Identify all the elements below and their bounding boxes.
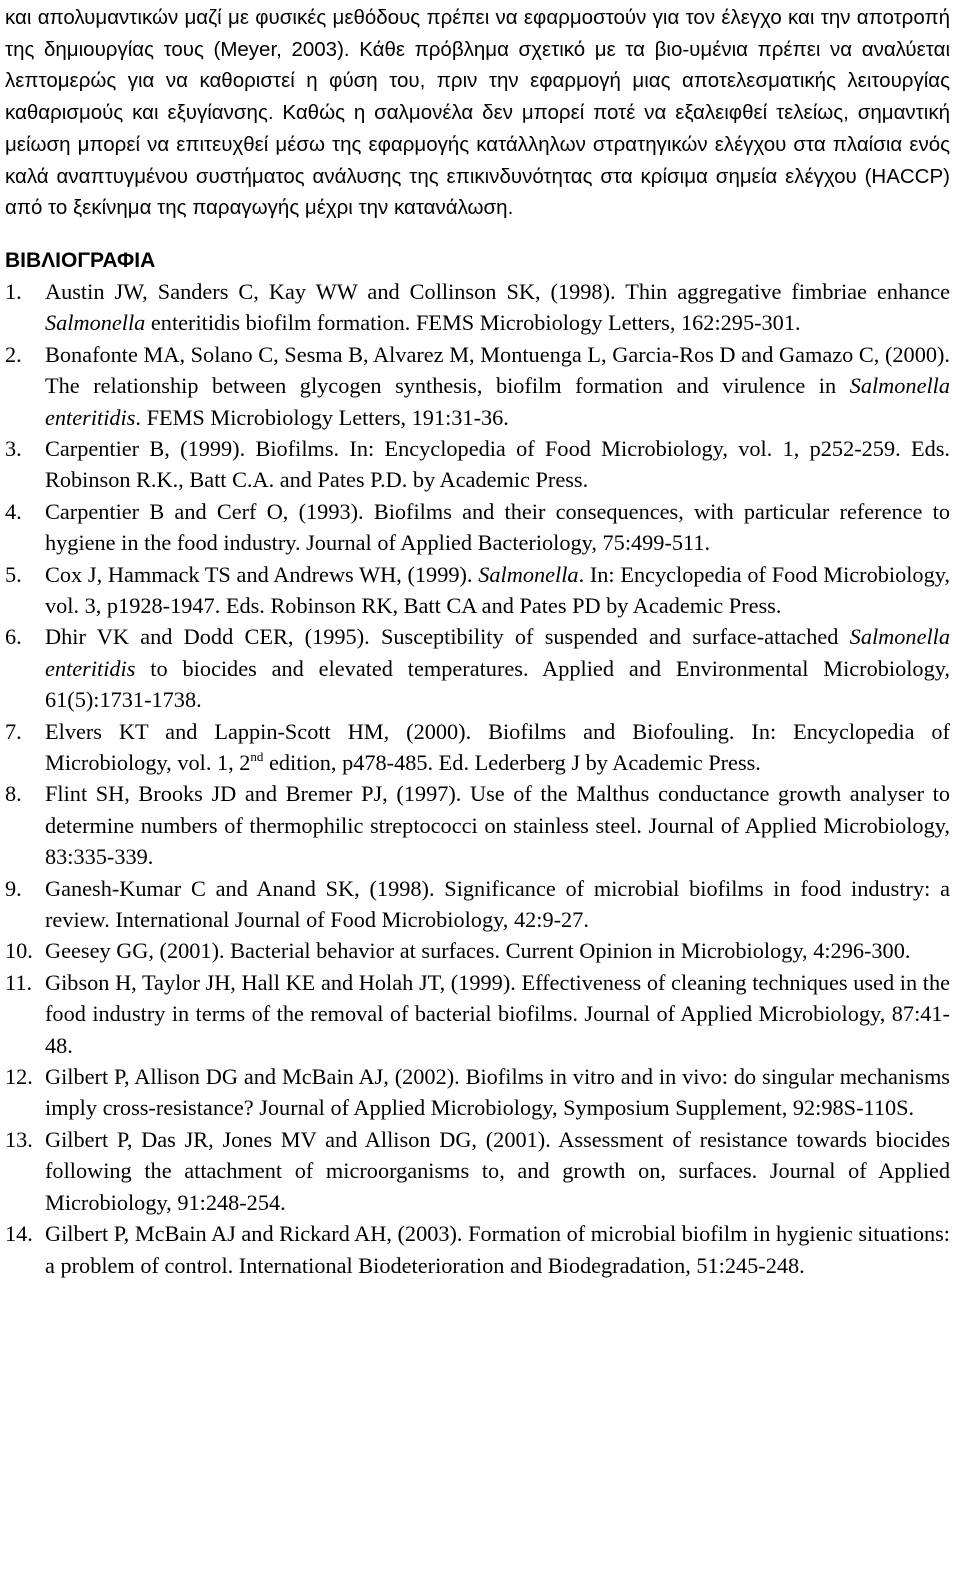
reference-item: [5, 496, 950, 559]
reference-italic-text: Salmonella: [45, 310, 146, 336]
reference-text-continued: edition, p478-485. Ed. Lederberg J by Academic Press.: [263, 750, 761, 776]
reference-text: Gilbert P, Allison DG and McBain AJ, (2002). Biofilms in vitro and in vivo: do singular mechanisms imply cross-resistance? Journal of Applied Microbiology, Symposium Supplement, 92:98S-110S.: [45, 1064, 950, 1121]
reference-text: Geesey GG, (2001). Bacterial behavior at surfaces. Current Opinion in Microbiology, 4:296-300.: [45, 938, 911, 964]
reference-text-continued: . FEMS Microbiology Letters, 191:31-36.: [135, 404, 509, 430]
reference-text: Gibson H, Taylor JH, Hall KE and Holah JT, (1999). Effectiveness of cleaning techniques used in the food industry in terms of the removal of bacterial biofilms. Journal of Applied Microbiology, 87:41-48.: [45, 969, 950, 1058]
reference-number: 1.: [5, 278, 22, 304]
reference-number: 14.: [5, 1221, 33, 1247]
reference-number: 3.: [5, 435, 22, 461]
bibliography-heading: ΒΙΒΛΙΟΓΡΑΦΙΑ: [5, 248, 156, 272]
reference-number: 6.: [5, 624, 22, 650]
reference-superscript: nd: [250, 749, 264, 765]
reference-italic-text: Salmonella: [478, 561, 579, 587]
reference-item: [5, 778, 950, 872]
reference-text: Austin JW, Sanders C, Kay WW and Collinson SK, (1998). Thin aggregative fimbriae enhance: [45, 278, 950, 304]
reference-item: [5, 339, 950, 433]
reference-number: 13.: [5, 1126, 33, 1152]
reference-item: [5, 1061, 950, 1124]
reference-text: Flint SH, Brooks JD and Bremer PJ, (1997). Use of the Malthus conductance growth analyser to determine numbers of thermophilic streptococci on stainless steel. Journal of Applied Microbiology, 83:335-339.: [45, 781, 950, 870]
reference-number: 12.: [5, 1064, 33, 1090]
reference-text: Carpentier B and Cerf O, (1993). Biofilms and their consequences, with particular reference to hygiene in the food industry. Journal of Applied Bacteriology, 75:499-511.: [45, 498, 950, 556]
reference-item: [5, 967, 950, 1061]
reference-item: [5, 716, 950, 779]
reference-text: Carpentier B, (1999). Biofilms. In: Encyclopedia of Food Microbiology, vol. 1, p252-259. Eds. Robinson R.K., Batt C.A. and Pates P.D. by Academic Press.: [45, 435, 950, 493]
reference-item: [5, 433, 950, 496]
reference-text: Ganesh-Kumar C and Anand SK, (1998). Significance of microbial biofilms in food industry: a review. International Journal of Food Microbiology, 42:9-27.: [45, 875, 950, 933]
reference-text: Dhir VK and Dodd CER, (1995). Susceptibility of suspended and surface-attached: [45, 624, 850, 650]
reference-italic-text: Salmonella enteritidis: [45, 373, 950, 430]
reference-item: [5, 873, 950, 936]
reference-text-continued: to biocides and elevated temperatures. Applied and Environmental Microbiology, 61(5):1731-1738.: [45, 655, 950, 713]
intro-paragraph: και απολυμαντικών μαζί με φυσικές μεθόδους πρέπει να εφαρμοστούν για τον έλεγχο και την αποτροπή της δημιουργίας τους (Meyer, 2003). Κάθε πρόβλημα σχετικό με τα βιο-υμένια πρέπει να αναλύεται λεπτομερώς για να καθοριστεί η φύση του, πριν την εφαρμογή μιας αποτελεσματικής λειτουργίας καθαρισμούς και εξυγίανσης. Καθώς η σαλμονέλα δεν μπορεί ποτέ να εξαλειφθεί τελείως, σημαντική μείωση μπορεί να επιτευχθεί μέσω της εφαρμογής κατάλληλων στρατηγικών ελέγχου στα πλαίσια ενός καλά αναπτυγμένου συστήματος ανάλυσης της επικινδυνότητας στα κρίσιμα σημεία ελέγχου (HACCP) από το ξεκίνημα της παραγωγής μέχρι την κατανάλωση.: [5, 6, 950, 220]
reference-number: 9.: [5, 875, 22, 901]
reference-text: Cox J, Hammack TS and Andrews WH, (1999).: [45, 561, 479, 587]
reference-number: 4.: [5, 498, 22, 524]
reference-number: 10.: [5, 938, 33, 964]
reference-text-continued: . In: Encyclopedia of Food Microbiology, vol. 3, p1928-1947. Eds. Robinson RK, Batt CA and Pates PD by Academic Press.: [45, 561, 951, 618]
reference-item: [5, 276, 950, 339]
reference-text: Bonafonte MA, Solano C, Sesma B, Alvarez M, Montuenga L, Garcia-Ros D and Gamazo C, (2000). The relationship between glycogen synthesis, biofilm formation and virulence in: [45, 341, 950, 399]
reference-number: 7.: [5, 718, 22, 744]
reference-number: 8.: [5, 781, 22, 807]
reference-number: 11.: [5, 969, 33, 995]
reference-number: 2.: [5, 341, 22, 367]
reference-text: Elvers KT and Lappin-Scott HM, (2000). Biofilms and Biofouling. In: Encyclopedia of Microbiology, vol. 1, 2: [45, 718, 950, 776]
document-page: [5, 0, 950, 1281]
reference-text-continued: enteritidis biofilm formation. FEMS Microbiology Letters, 162:295-301.: [145, 310, 801, 336]
reference-text: Gilbert P, Das JR, Jones MV and Allison DG, (2001). Assessment of resistance towards biocides following the attachment of microorganisms to, and growth on, surfaces. Journal of Applied Microbiology, 91:248-254.: [45, 1126, 950, 1215]
reference-text: Gilbert P, McBain AJ and Rickard AH, (2003). Formation of microbial biofilm in hygienic situations: a problem of control. International Biodeterioration and Biodegradation, 51:245-248.: [45, 1221, 950, 1278]
reference-list: [5, 276, 950, 1281]
reference-italic-text: Salmonella enteritidis: [45, 624, 950, 681]
reference-item: [5, 559, 950, 622]
reference-item: [5, 621, 950, 715]
reference-item: [5, 1124, 950, 1218]
reference-item: [5, 935, 950, 966]
reference-number: 5.: [5, 561, 22, 587]
reference-item: [5, 1218, 950, 1281]
